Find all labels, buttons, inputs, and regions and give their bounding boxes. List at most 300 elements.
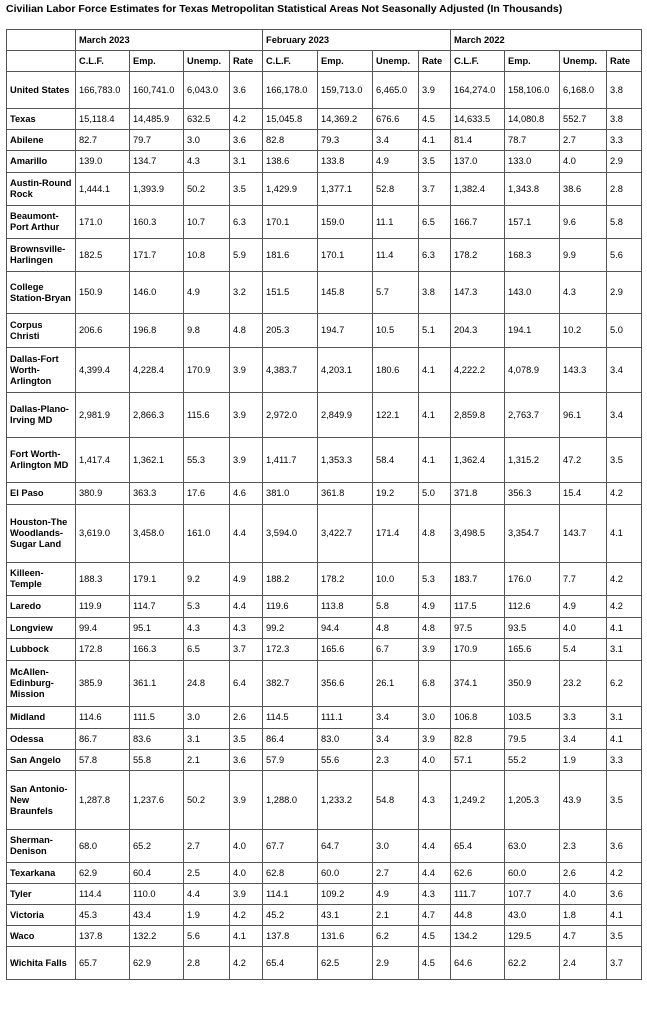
value-cell: 158,106.0 <box>505 72 560 109</box>
value-cell: 166,783.0 <box>76 72 130 109</box>
value-cell: 15,118.4 <box>76 109 130 130</box>
value-cell: 166,178.0 <box>263 72 318 109</box>
value-cell: 159.0 <box>318 206 373 239</box>
value-cell: 2.1 <box>184 750 230 771</box>
value-cell: 2.6 <box>230 707 263 729</box>
value-cell: 106.8 <box>451 707 505 729</box>
value-cell: 3.7 <box>607 947 642 980</box>
table-row <box>7 905 642 926</box>
value-cell: 4.1 <box>607 905 642 926</box>
table-row <box>7 618 642 639</box>
value-cell: 2,972.0 <box>263 393 318 438</box>
area-name-cell: Texas <box>7 109 76 130</box>
period-header: March 2022 <box>451 30 642 51</box>
value-cell: 62.5 <box>318 947 373 980</box>
value-cell: 4.3 <box>560 272 607 314</box>
value-cell: 117.5 <box>451 596 505 618</box>
area-name-cell: Midland <box>7 707 76 729</box>
value-cell: 170.1 <box>263 206 318 239</box>
value-cell: 4.4 <box>230 596 263 618</box>
value-cell: 65.4 <box>263 947 318 980</box>
value-cell: 14,485.9 <box>130 109 184 130</box>
area-name-cell: United States <box>7 72 76 109</box>
value-cell: 3.8 <box>607 109 642 130</box>
value-cell: 150.9 <box>76 272 130 314</box>
table-row <box>7 884 642 905</box>
table-row <box>7 173 642 206</box>
value-cell: 86.7 <box>76 729 130 750</box>
value-cell: 81.4 <box>451 130 505 151</box>
value-cell: 55.3 <box>184 438 230 483</box>
value-cell: 3.0 <box>419 707 451 729</box>
value-cell: 166.7 <box>451 206 505 239</box>
value-cell: 5.3 <box>419 563 451 596</box>
value-cell: 2.7 <box>184 830 230 863</box>
area-name-cell: Brownsville-Harlingen <box>7 239 76 272</box>
value-cell: 4.1 <box>607 618 642 639</box>
table-row <box>7 947 642 980</box>
value-cell: 83.6 <box>130 729 184 750</box>
value-cell: 79.5 <box>505 729 560 750</box>
value-cell: 4.3 <box>184 151 230 173</box>
table-row <box>7 661 642 707</box>
value-cell: 15,045.8 <box>263 109 318 130</box>
value-cell: 145.8 <box>318 272 373 314</box>
value-cell: 5.1 <box>419 314 451 348</box>
value-cell: 2,763.7 <box>505 393 560 438</box>
value-cell: 5.0 <box>419 483 451 505</box>
value-cell: 4.0 <box>230 863 263 884</box>
value-cell: 4.1 <box>607 505 642 563</box>
value-cell: 1,411.7 <box>263 438 318 483</box>
value-cell: 5.6 <box>184 926 230 947</box>
value-cell: 3.5 <box>230 173 263 206</box>
value-cell: 43.9 <box>560 771 607 830</box>
value-cell: 2.6 <box>560 863 607 884</box>
value-cell: 55.8 <box>130 750 184 771</box>
corner-cell <box>7 30 76 51</box>
value-cell: 2.3 <box>560 830 607 863</box>
value-cell: 4,383.7 <box>263 348 318 393</box>
value-cell: 64.6 <box>451 947 505 980</box>
table-row <box>7 596 642 618</box>
value-cell: 6.4 <box>230 661 263 707</box>
value-cell: 119.6 <box>263 596 318 618</box>
value-cell: 3.0 <box>184 707 230 729</box>
area-name-cell: Victoria <box>7 905 76 926</box>
value-cell: 112.6 <box>505 596 560 618</box>
value-cell: 4.0 <box>230 830 263 863</box>
value-cell: 6,043.0 <box>184 72 230 109</box>
value-cell: 380.9 <box>76 483 130 505</box>
table-row <box>7 639 642 661</box>
value-cell: 111.1 <box>318 707 373 729</box>
value-cell: 4.0 <box>560 884 607 905</box>
value-cell: 78.7 <box>505 130 560 151</box>
value-cell: 55.6 <box>318 750 373 771</box>
value-cell: 1.8 <box>560 905 607 926</box>
value-cell: 2.1 <box>373 905 419 926</box>
value-cell: 10.2 <box>560 314 607 348</box>
value-cell: 137.8 <box>263 926 318 947</box>
value-cell: 3.1 <box>607 639 642 661</box>
value-cell: 4,078.9 <box>505 348 560 393</box>
value-cell: 1.9 <box>560 750 607 771</box>
page-title: Civilian Labor Force Estimates for Texas Metropolitan Statistical Areas Not Seasonally Adjusted (In Thousands) <box>6 3 563 15</box>
value-cell: 3.4 <box>560 729 607 750</box>
value-cell: 114.4 <box>76 884 130 905</box>
value-cell: 3.8 <box>419 272 451 314</box>
value-cell: 3.1 <box>607 707 642 729</box>
value-cell: 17.6 <box>184 483 230 505</box>
value-cell: 139.0 <box>76 151 130 173</box>
value-cell: 4,228.4 <box>130 348 184 393</box>
value-cell: 1.9 <box>184 905 230 926</box>
value-cell: 43.1 <box>318 905 373 926</box>
value-cell: 2,981.9 <box>76 393 130 438</box>
value-cell: 4,399.4 <box>76 348 130 393</box>
value-cell: 5.3 <box>184 596 230 618</box>
value-cell: 3,619.0 <box>76 505 130 563</box>
value-cell: 4.2 <box>230 947 263 980</box>
value-cell: 110.0 <box>130 884 184 905</box>
value-cell: 5.6 <box>607 239 642 272</box>
area-name-cell: Dallas-Plano-Irving MD <box>7 393 76 438</box>
value-cell: 4.2 <box>607 483 642 505</box>
value-cell: 172.8 <box>76 639 130 661</box>
value-cell: 24.8 <box>184 661 230 707</box>
value-cell: 11.1 <box>373 206 419 239</box>
table-row <box>7 348 642 393</box>
value-cell: 11.4 <box>373 239 419 272</box>
value-cell: 3.4 <box>373 707 419 729</box>
value-cell: 3.1 <box>184 729 230 750</box>
value-cell: 3.4 <box>607 348 642 393</box>
table-body <box>7 30 642 980</box>
value-cell: 119.9 <box>76 596 130 618</box>
value-cell: 2.8 <box>184 947 230 980</box>
period-header: March 2023 <box>76 30 263 51</box>
value-cell: 122.1 <box>373 393 419 438</box>
value-cell: 5.0 <box>607 314 642 348</box>
value-cell: 4.3 <box>230 618 263 639</box>
value-cell: 1,429.9 <box>263 173 318 206</box>
value-cell: 3.1 <box>230 151 263 173</box>
value-cell: 23.2 <box>560 661 607 707</box>
value-cell: 206.6 <box>76 314 130 348</box>
value-cell: 62.9 <box>130 947 184 980</box>
value-cell: 356.6 <box>318 661 373 707</box>
value-cell: 4.8 <box>419 618 451 639</box>
value-cell: 3.9 <box>230 393 263 438</box>
value-cell: 4.9 <box>184 272 230 314</box>
value-cell: 3.2 <box>230 272 263 314</box>
value-cell: 6.5 <box>419 206 451 239</box>
value-cell: 3.5 <box>607 771 642 830</box>
value-cell: 6.3 <box>230 206 263 239</box>
value-cell: 9.6 <box>560 206 607 239</box>
table-row <box>7 393 642 438</box>
value-cell: 4.1 <box>230 926 263 947</box>
value-cell: 4.9 <box>560 596 607 618</box>
column-header: Emp. <box>505 51 560 72</box>
value-cell: 47.2 <box>560 438 607 483</box>
value-cell: 676.6 <box>373 109 419 130</box>
value-cell: 4.0 <box>419 750 451 771</box>
value-cell: 114.6 <box>76 707 130 729</box>
value-cell: 138.6 <box>263 151 318 173</box>
value-cell: 5.7 <box>373 272 419 314</box>
value-cell: 2,866.3 <box>130 393 184 438</box>
table-row <box>7 130 642 151</box>
value-cell: 45.3 <box>76 905 130 926</box>
value-cell: 4.1 <box>419 393 451 438</box>
column-header: C.L.F. <box>451 51 505 72</box>
value-cell: 4.1 <box>419 130 451 151</box>
value-cell: 99.4 <box>76 618 130 639</box>
value-cell: 60.0 <box>505 863 560 884</box>
area-name-cell: Longview <box>7 618 76 639</box>
value-cell: 43.4 <box>130 905 184 926</box>
value-cell: 1,382.4 <box>451 173 505 206</box>
value-cell: 64.7 <box>318 830 373 863</box>
value-cell: 182.5 <box>76 239 130 272</box>
value-cell: 4.5 <box>419 109 451 130</box>
value-cell: 4.4 <box>419 830 451 863</box>
table-row <box>7 505 642 563</box>
value-cell: 4.8 <box>419 505 451 563</box>
value-cell: 43.0 <box>505 905 560 926</box>
value-cell: 3.6 <box>230 750 263 771</box>
value-cell: 50.2 <box>184 771 230 830</box>
value-cell: 6.7 <box>373 639 419 661</box>
value-cell: 95.1 <box>130 618 184 639</box>
value-cell: 6.2 <box>373 926 419 947</box>
area-name-cell: Dallas-Fort Worth-Arlington <box>7 348 76 393</box>
value-cell: 165.6 <box>505 639 560 661</box>
value-cell: 4.6 <box>230 483 263 505</box>
value-cell: 111.7 <box>451 884 505 905</box>
value-cell: 371.8 <box>451 483 505 505</box>
column-header: C.L.F. <box>263 51 318 72</box>
area-name-cell: Texarkana <box>7 863 76 884</box>
value-cell: 4.2 <box>607 563 642 596</box>
value-cell: 171.4 <box>373 505 419 563</box>
value-cell: 133.8 <box>318 151 373 173</box>
value-cell: 131.6 <box>318 926 373 947</box>
value-cell: 107.7 <box>505 884 560 905</box>
value-cell: 58.4 <box>373 438 419 483</box>
value-cell: 4.2 <box>230 905 263 926</box>
value-cell: 171.0 <box>76 206 130 239</box>
value-cell: 361.8 <box>318 483 373 505</box>
value-cell: 3.5 <box>607 438 642 483</box>
table-row <box>7 707 642 729</box>
value-cell: 1,205.3 <box>505 771 560 830</box>
value-cell: 62.2 <box>505 947 560 980</box>
value-cell: 3.0 <box>184 130 230 151</box>
table-row <box>7 863 642 884</box>
area-name-cell: San Antonio-New Braunfels <box>7 771 76 830</box>
value-cell: 4.9 <box>373 884 419 905</box>
period-header-row <box>7 30 642 51</box>
value-cell: 3.9 <box>419 729 451 750</box>
value-cell: 4.7 <box>560 926 607 947</box>
value-cell: 3.0 <box>373 830 419 863</box>
value-cell: 137.8 <box>76 926 130 947</box>
value-cell: 3.7 <box>230 639 263 661</box>
value-cell: 1,315.2 <box>505 438 560 483</box>
value-cell: 9.8 <box>184 314 230 348</box>
value-cell: 137.0 <box>451 151 505 173</box>
value-cell: 1,417.4 <box>76 438 130 483</box>
value-cell: 178.2 <box>451 239 505 272</box>
value-cell: 161.0 <box>184 505 230 563</box>
value-cell: 60.4 <box>130 863 184 884</box>
column-header: Emp. <box>130 51 184 72</box>
table-row <box>7 750 642 771</box>
value-cell: 170.1 <box>318 239 373 272</box>
value-cell: 99.2 <box>263 618 318 639</box>
column-header: C.L.F. <box>76 51 130 72</box>
area-name-cell: Amarillo <box>7 151 76 173</box>
value-cell: 10.5 <box>373 314 419 348</box>
value-cell: 57.1 <box>451 750 505 771</box>
value-cell: 4.7 <box>419 905 451 926</box>
value-cell: 361.1 <box>130 661 184 707</box>
table-row <box>7 830 642 863</box>
area-name-cell: Odessa <box>7 729 76 750</box>
value-cell: 196.8 <box>130 314 184 348</box>
value-cell: 160,741.0 <box>130 72 184 109</box>
value-cell: 194.1 <box>505 314 560 348</box>
value-cell: 3,458.0 <box>130 505 184 563</box>
corner-cell <box>7 51 76 72</box>
value-cell: 3.3 <box>607 750 642 771</box>
area-name-cell: College Station-Bryan <box>7 272 76 314</box>
value-cell: 4.9 <box>419 596 451 618</box>
value-cell: 356.3 <box>505 483 560 505</box>
value-cell: 83.0 <box>318 729 373 750</box>
value-cell: 52.8 <box>373 173 419 206</box>
value-cell: 188.3 <box>76 563 130 596</box>
table-row <box>7 438 642 483</box>
value-cell: 55.2 <box>505 750 560 771</box>
value-cell: 134.2 <box>451 926 505 947</box>
value-cell: 65.7 <box>76 947 130 980</box>
area-name-cell: McAllen-Edinburg-Mission <box>7 661 76 707</box>
value-cell: 4.0 <box>560 151 607 173</box>
value-cell: 179.1 <box>130 563 184 596</box>
value-cell: 4,222.2 <box>451 348 505 393</box>
value-cell: 3.9 <box>230 884 263 905</box>
value-cell: 113.8 <box>318 596 373 618</box>
table-row <box>7 483 642 505</box>
area-name-cell: Corpus Christi <box>7 314 76 348</box>
value-cell: 143.7 <box>560 505 607 563</box>
value-cell: 3.9 <box>419 72 451 109</box>
value-cell: 151.5 <box>263 272 318 314</box>
value-cell: 82.7 <box>76 130 130 151</box>
value-cell: 63.0 <box>505 830 560 863</box>
value-cell: 3.4 <box>373 130 419 151</box>
value-cell: 3.6 <box>607 884 642 905</box>
value-cell: 129.5 <box>505 926 560 947</box>
value-cell: 57.8 <box>76 750 130 771</box>
value-cell: 172.3 <box>263 639 318 661</box>
value-cell: 97.5 <box>451 618 505 639</box>
value-cell: 7.7 <box>560 563 607 596</box>
value-cell: 2.4 <box>560 947 607 980</box>
value-cell: 205.3 <box>263 314 318 348</box>
value-cell: 381.0 <box>263 483 318 505</box>
area-name-cell: Wichita Falls <box>7 947 76 980</box>
area-name-cell: Beaumont-Port Arthur <box>7 206 76 239</box>
value-cell: 552.7 <box>560 109 607 130</box>
column-header: Rate <box>419 51 451 72</box>
value-cell: 65.2 <box>130 830 184 863</box>
value-cell: 4.8 <box>373 618 419 639</box>
area-name-cell: El Paso <box>7 483 76 505</box>
value-cell: 170.9 <box>184 348 230 393</box>
value-cell: 147.3 <box>451 272 505 314</box>
value-cell: 6,465.0 <box>373 72 419 109</box>
value-cell: 103.5 <box>505 707 560 729</box>
value-cell: 62.9 <box>76 863 130 884</box>
value-cell: 4.9 <box>230 563 263 596</box>
value-cell: 143.3 <box>560 348 607 393</box>
value-cell: 82.8 <box>451 729 505 750</box>
value-cell: 10.8 <box>184 239 230 272</box>
value-cell: 1,249.2 <box>451 771 505 830</box>
value-cell: 374.1 <box>451 661 505 707</box>
value-cell: 15.4 <box>560 483 607 505</box>
value-cell: 10.0 <box>373 563 419 596</box>
value-cell: 3.9 <box>230 348 263 393</box>
area-name-cell: Abilene <box>7 130 76 151</box>
column-header: Unemp. <box>560 51 607 72</box>
value-cell: 67.7 <box>263 830 318 863</box>
value-cell: 3.3 <box>607 130 642 151</box>
value-cell: 4.2 <box>607 863 642 884</box>
area-name-cell: Sherman-Denison <box>7 830 76 863</box>
value-cell: 157.1 <box>505 206 560 239</box>
table-row <box>7 729 642 750</box>
value-cell: 2.3 <box>373 750 419 771</box>
value-cell: 2.9 <box>607 272 642 314</box>
value-cell: 6.5 <box>184 639 230 661</box>
value-cell: 6.2 <box>607 661 642 707</box>
value-cell: 3.6 <box>607 830 642 863</box>
value-cell: 178.2 <box>318 563 373 596</box>
value-cell: 4.1 <box>419 438 451 483</box>
column-header-row <box>7 51 642 72</box>
value-cell: 159,713.0 <box>318 72 373 109</box>
value-cell: 3,354.7 <box>505 505 560 563</box>
value-cell: 94.4 <box>318 618 373 639</box>
value-cell: 143.0 <box>505 272 560 314</box>
value-cell: 4.3 <box>184 618 230 639</box>
period-header: February 2023 <box>263 30 451 51</box>
value-cell: 176.0 <box>505 563 560 596</box>
value-cell: 60.0 <box>318 863 373 884</box>
value-cell: 115.6 <box>184 393 230 438</box>
value-cell: 1,377.1 <box>318 173 373 206</box>
value-cell: 4.5 <box>419 947 451 980</box>
value-cell: 160.3 <box>130 206 184 239</box>
value-cell: 1,362.1 <box>130 438 184 483</box>
value-cell: 3,422.7 <box>318 505 373 563</box>
